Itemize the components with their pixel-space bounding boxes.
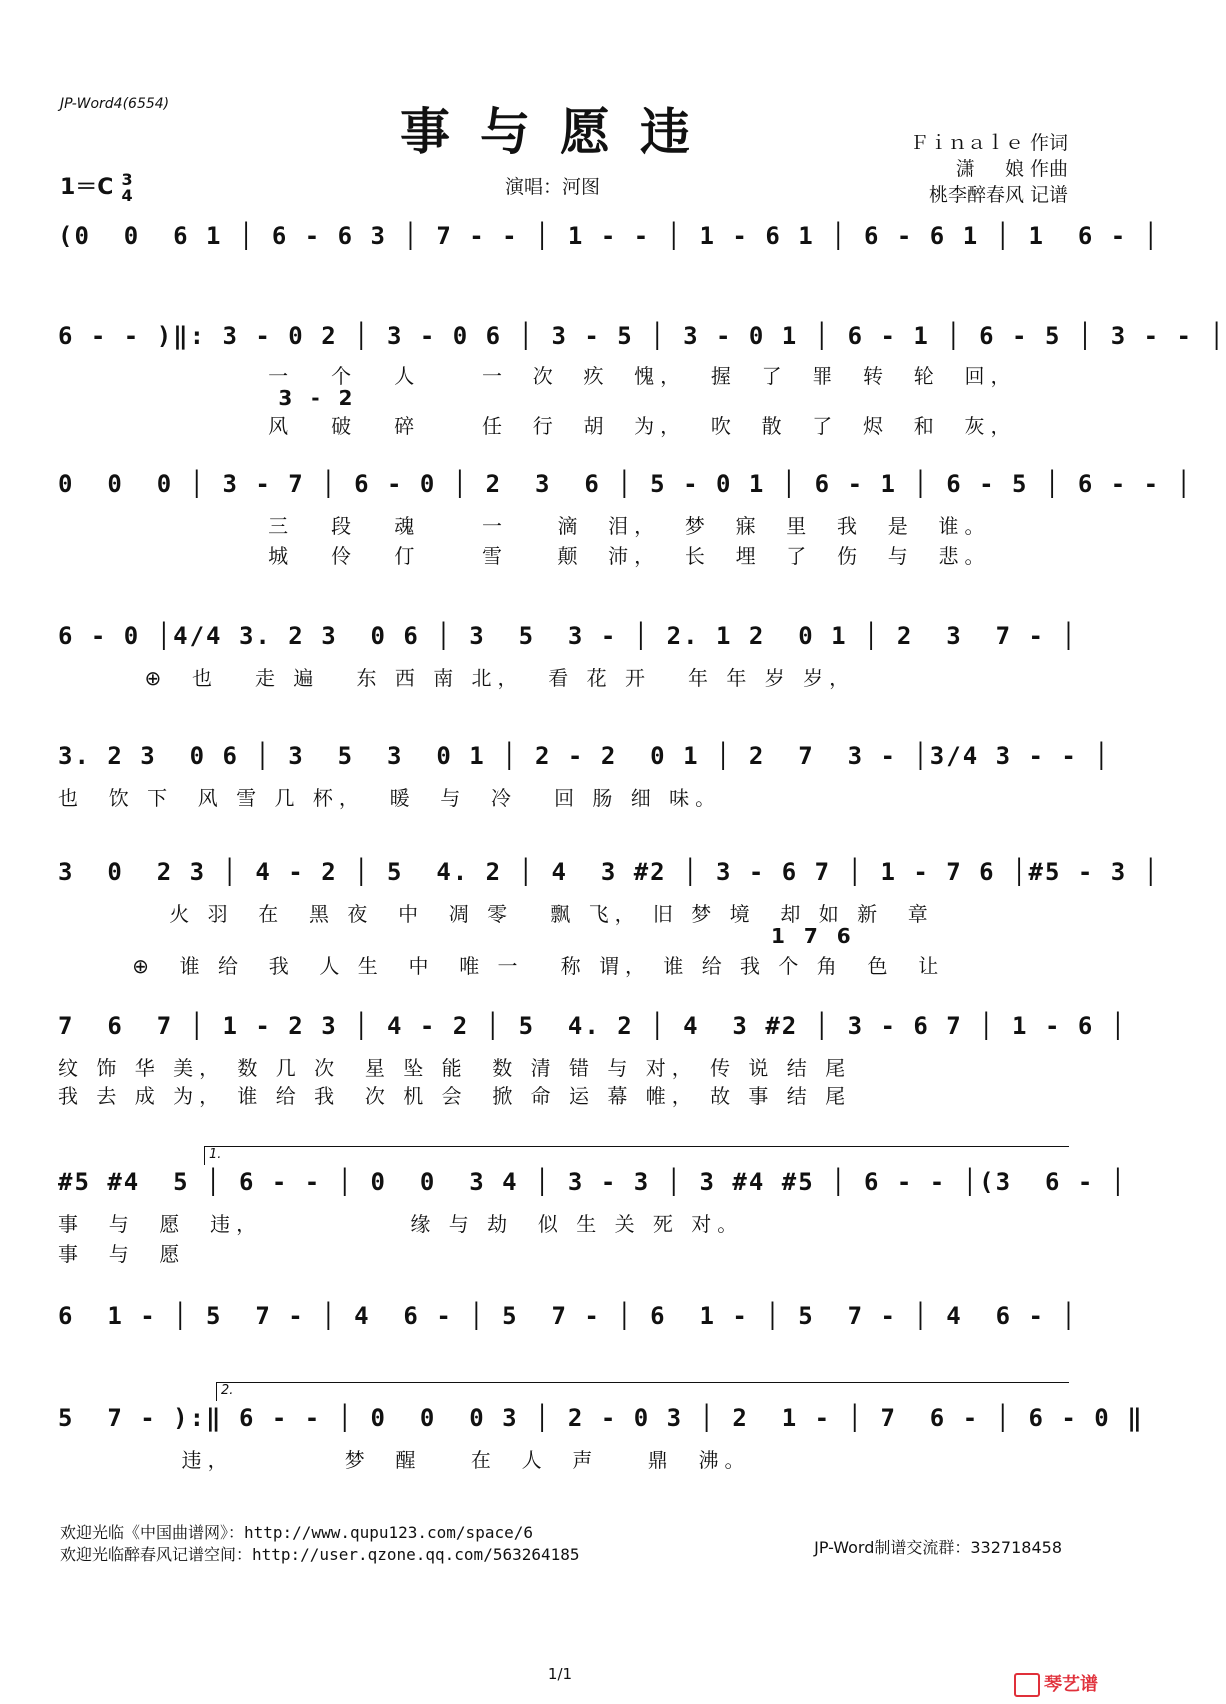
- lyric-line: 风 破 碎 任 行 胡 为， 吹 散 了 烬 和 灰，: [58, 414, 1017, 438]
- brand-logo: [1014, 1670, 1098, 1697]
- credit-lyricist: Ｆｉｎａｌｅ 作词: [909, 132, 1068, 154]
- lyric-line: 3 - 2: [58, 386, 359, 410]
- footer-group: JP-Word制谱交流群：332718458: [814, 1538, 1062, 1557]
- lyric-line: 我 去 成 为， 谁 给 我 次 机 会 掀 命 运 幕 帷， 故 事 结 尾: [58, 1084, 852, 1108]
- notes-line: 6 1 - │ 5 7 - │ 4 6 - │ 5 7 - │ 6 1 - │ 5 7 - │ 4 6 - │: [58, 1302, 1078, 1330]
- brand-name: 琴艺谱: [1044, 1674, 1098, 1695]
- lyric-line: 事 与 愿: [58, 1242, 186, 1266]
- lyric-line: 也 饮 下 风 雪 几 杯， 暖 与 冷 回 肠 细 味。: [58, 786, 722, 810]
- footer-link-2[interactable]: 欢迎光临醉春风记谱空间：http://user.qzone.qq.com/563264185: [60, 1545, 580, 1564]
- time-signature: [121, 172, 132, 204]
- song-title: 事与愿违: [400, 102, 720, 161]
- notes-line: 3. 2 3 0 6 │ 3 5 3 0 1 │ 2 - 2 0 1 │ 2 7 3 - │3/4 3 - - │: [58, 742, 1111, 770]
- lyric-line: 1 7 6: [58, 924, 857, 948]
- singer-label: 演唱：河图: [505, 176, 601, 198]
- volta-1: 1.: [204, 1146, 1069, 1165]
- lyric-line: 事 与 愿 违， 缘 与 劫 似 生 关 死 对。: [58, 1212, 744, 1236]
- notes-line: 6 - - )‖: 3 - 0 2 │ 3 - 0 6 │ 3 - 5 │ 3 - 0 1 │ 6 - 1 │ 6 - 5 │ 3 - - │: [58, 322, 1226, 350]
- notes-line: 7 6 7 │ 1 - 2 3 │ 4 - 2 │ 5 4. 2 │ 4 3 #2 │ 3 - 6 7 │ 1 - 6 │: [58, 1012, 1128, 1040]
- notes-line: #5 #4 5 │ 6 - - │ 0 0 3 4 │ 3 - 3 │ 3 #4 #5 │ 6 - - │(3 6 - │: [58, 1168, 1128, 1196]
- lyric-line: 城 伶 仃 雪 颠 沛， 长 埋 了 伤 与 悲。: [58, 544, 991, 568]
- brand-icon: [1014, 1673, 1040, 1697]
- notes-line: 3 0 2 3 │ 4 - 2 │ 5 4. 2 │ 4 3 #2 │ 3 - 6 7 │ 1 - 7 6 │#5 - 3 │: [58, 858, 1161, 886]
- notes-line: 0 0 0 │ 3 - 7 │ 6 - 0 │ 2 3 6 │ 5 - 0 1 │ 6 - 1 │ 6 - 5 │ 6 - - │: [58, 470, 1193, 498]
- notes-line: 5 7 - ):‖ 6 - - │ 0 0 0 3 │ 2 - 0 3 │ 2 1 - │ 7 6 - │ 6 - 0 ‖: [58, 1404, 1144, 1432]
- time-sig-bottom: 4: [121, 186, 133, 205]
- lyric-line: 纹 饰 华 美， 数 几 次 星 坠 能 数 清 错 与 对， 传 说 结 尾: [58, 1056, 852, 1080]
- lyric-line: 违， 梦 醒 在 人 声 鼎 沸。: [58, 1448, 751, 1472]
- lyric-line: 火 羽 在 黑 夜 中 凋 零 飘 飞， 旧 梦 境 却 如 新 章: [58, 902, 934, 926]
- key-label: 1＝C: [60, 175, 114, 200]
- credit-transcriber: 桃李醉春风 记谱: [928, 184, 1068, 206]
- lyric-line: ⊕ 也 走 遍 东 西 南 北， 看 花 开 年 年 岁 岁，: [58, 666, 856, 690]
- key-signature: [60, 170, 133, 204]
- footer-links: [60, 1522, 580, 1566]
- footer-link-1[interactable]: 欢迎光临《中国曲谱网》：http://www.qupu123.com/space/6: [60, 1523, 533, 1542]
- credit-composer: 潇 娘 作曲: [955, 158, 1068, 180]
- notes-line: (0 0 6 1 │ 6 - 6 3 │ 7 - - │ 1 - - │ 1 - 6 1 │ 6 - 6 1 │ 1 6 - │: [58, 222, 1161, 250]
- volta-2: 2.: [216, 1382, 1069, 1401]
- lyric-line: ⊕ 谁 给 我 人 生 中 唯 一 称 谓， 谁 给 我 个 角 色 让: [58, 954, 945, 978]
- lyric-line: 一 个 人 一 次 疚 愧， 握 了 罪 转 轮 回，: [58, 364, 1017, 388]
- credits: [910, 130, 1068, 208]
- time-sig-top: 3: [121, 170, 133, 189]
- notes-line: 6 - 0 │4/4 3. 2 3 0 6 │ 3 5 3 - │ 2. 1 2 0 1 │ 2 3 7 - │: [58, 622, 1078, 650]
- source-label: JP-Word4(6554): [60, 96, 170, 112]
- page-number: 1/1: [547, 1665, 573, 1683]
- lyric-line: 三 段 魂 一 滴 泪， 梦 寐 里 我 是 谁。: [58, 514, 991, 538]
